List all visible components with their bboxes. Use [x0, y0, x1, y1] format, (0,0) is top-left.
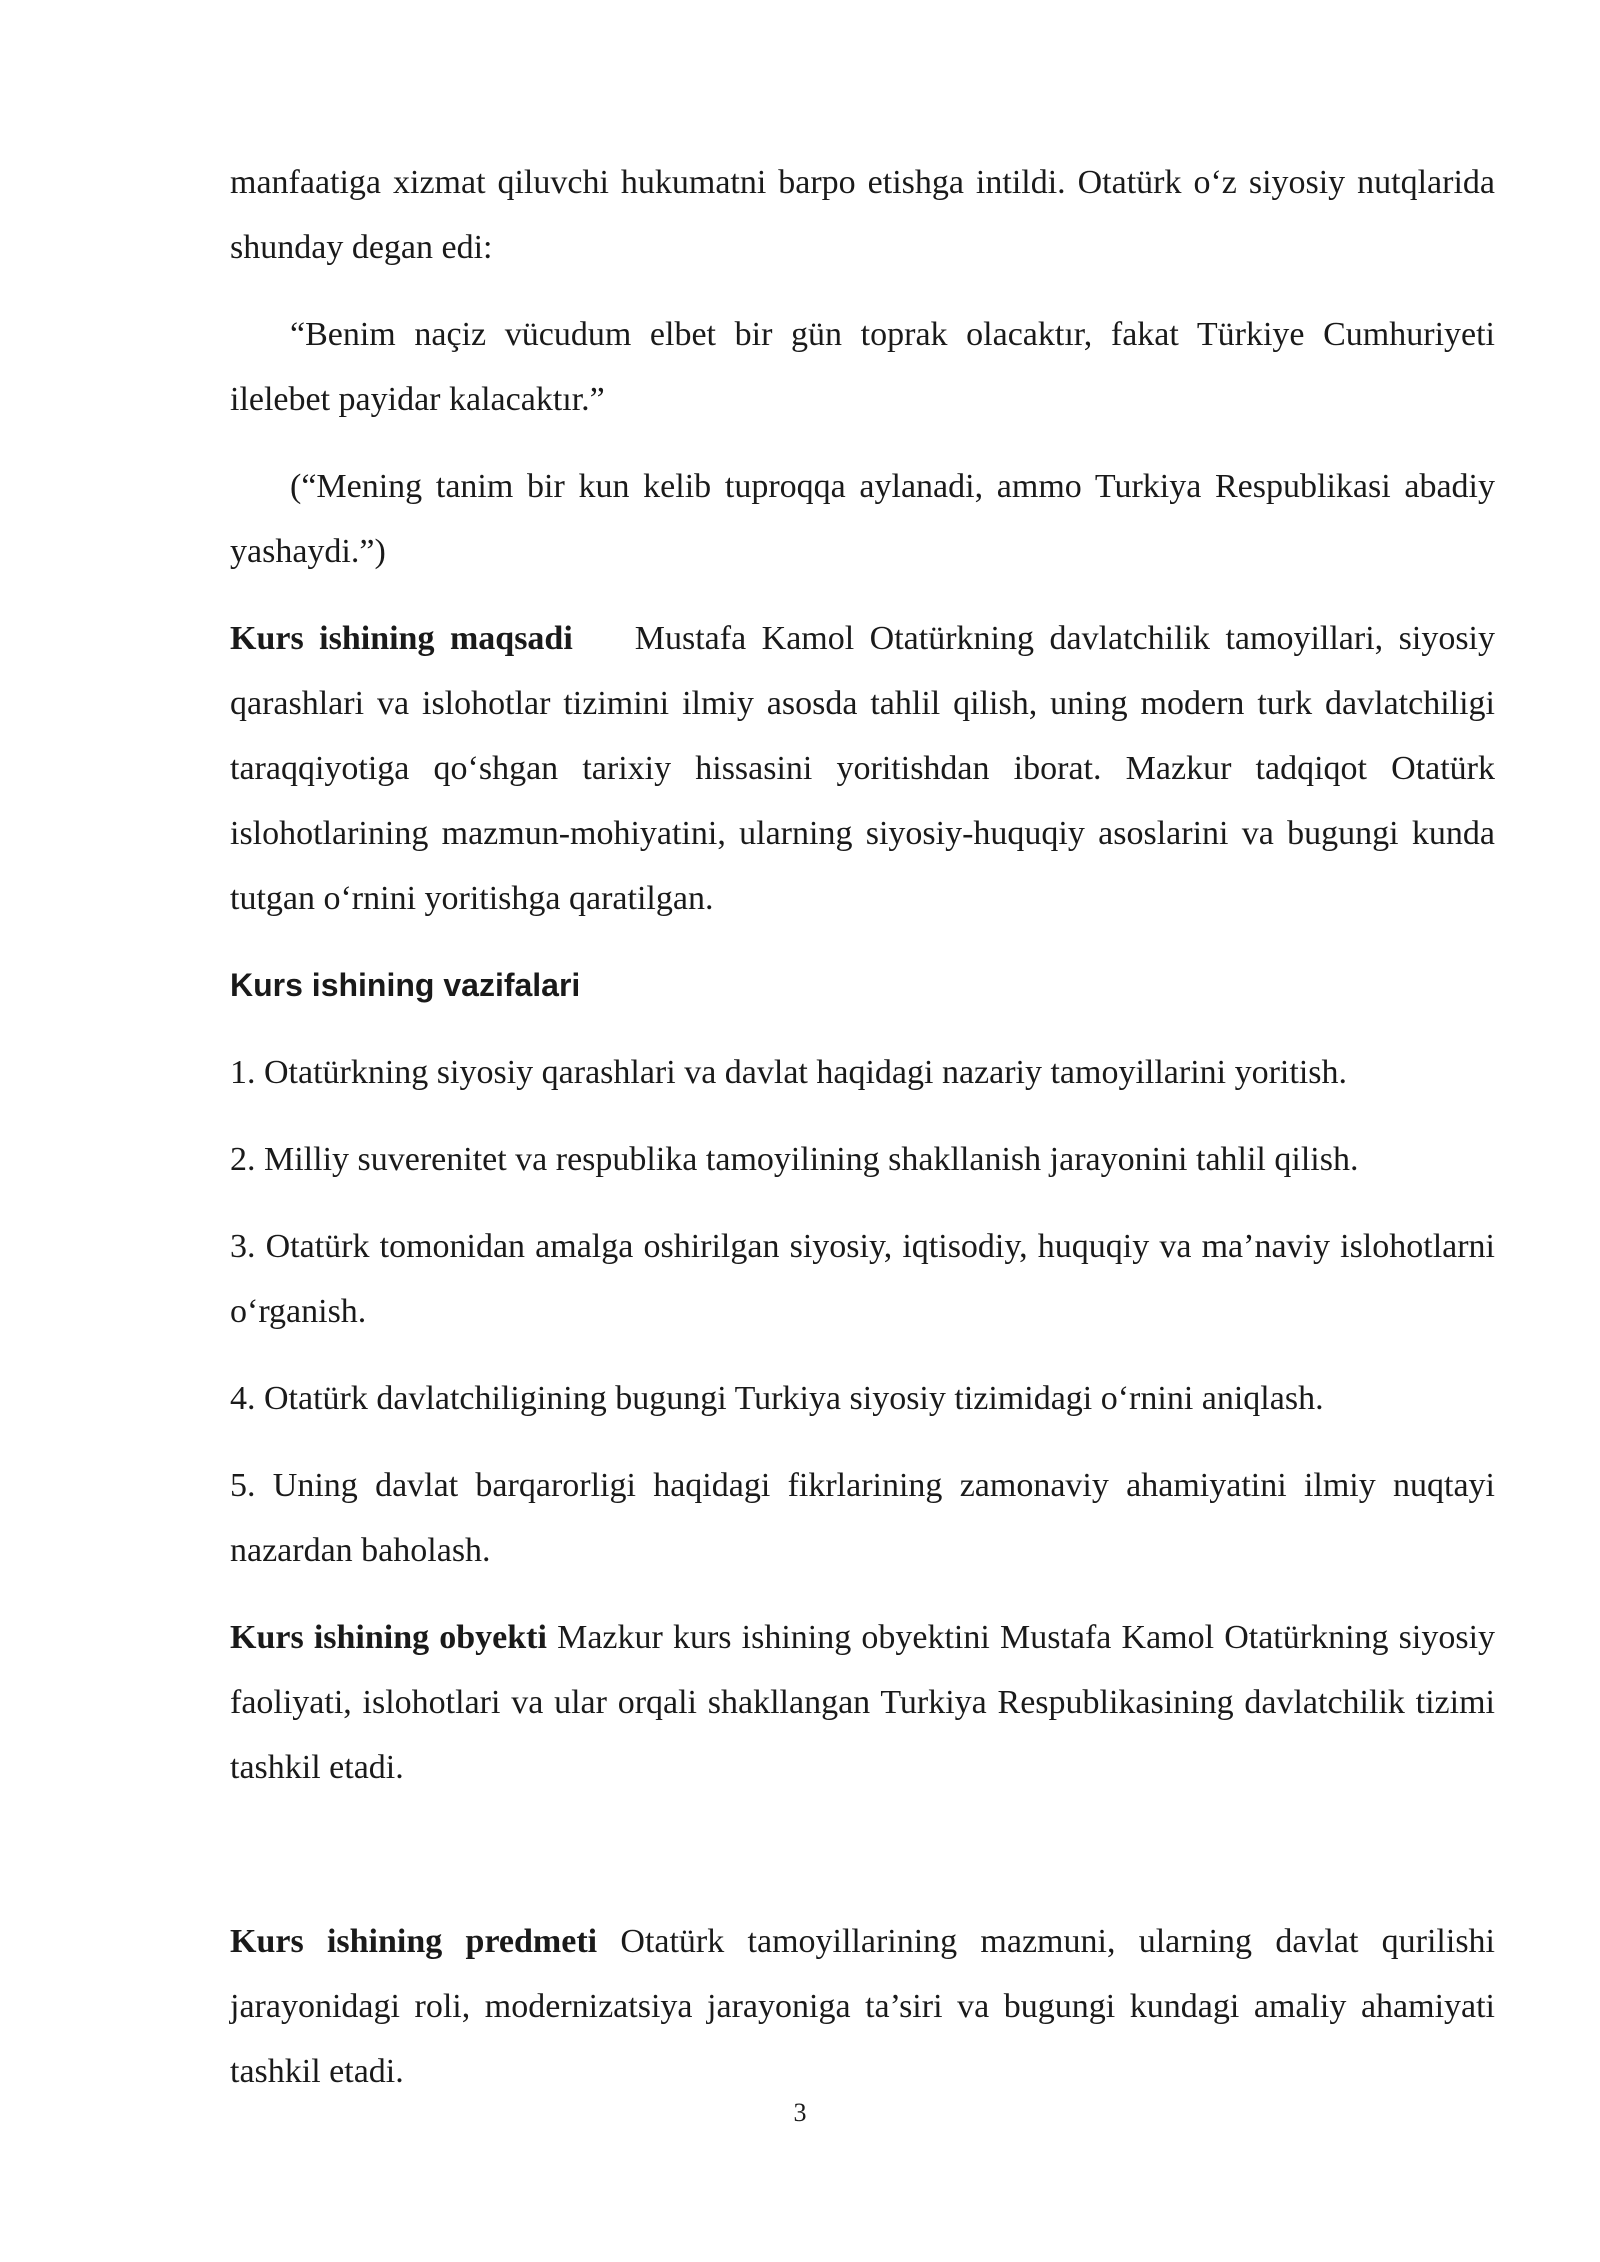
- blank-spacer: [230, 1822, 1495, 1909]
- maqsad-paragraph: [230, 606, 1495, 931]
- vazifa-item-3: 3. Otatürk tomonidan amalga oshirilgan siyosiy, iqtisodiy, huquqiy va ma’naviy islohotlarni o‘rganish.: [230, 1228, 1495, 1330]
- predmet-text: Otatürk tamoyillarining mazmuni, ularning davlat qurilishi jarayonidagi roli, modernizatsiya jarayoniga ta’siri va bugungi kundagi amaliy ahamiyati tashkil etadi.: [230, 1923, 1496, 2090]
- turkish-quote: “Benim naçiz vücudum elbet bir gün toprak olacaktır, fakat Türkiye Cumhuriyeti ilelebet payidar kalacaktır.”: [230, 316, 1495, 418]
- page-content: [230, 150, 1495, 2126]
- page-number: 3: [793, 2098, 807, 2127]
- predmet-label: Kurs ishining predmeti: [230, 1923, 598, 1960]
- vazifa-item-5: 5. Uning davlat barqarorligi haqidagi fikrlarining zamonaviy ahamiyatini ilmiy nuqtayi nazardan baholash.: [230, 1467, 1495, 1569]
- obyekt-text: Mazkur kurs ishining obyektini Mustafa Kamol Otatürkning siyosiy faoliyati, islohotlari va ular orqali shakllangan Turkiya Respublikasining davlatchilik tizimi tashkil etadi.: [230, 1619, 1496, 1786]
- maqsad-text: Mustafa Kamol Otatürkning davlatchilik tamoyillari, siyosiy qarashlari va islohotlar tizimini ilmiy asosda tahlil qilish, uning modern turk davlatchiligi taraqqiyotiga qo‘shgan tarixiy hissasini yoritishdan iborat. Mazkur tadqiqot Otatürk islohotlarining mazmun-mohiyatini, ularning siyosiy-huquqiy asoslarini va bugungi kunda tutgan o‘rnini yoritishga qaratilgan.: [230, 620, 1496, 917]
- obyekt-paragraph: [230, 1605, 1495, 1800]
- predmet-paragraph: [230, 1909, 1495, 2104]
- intro-paragraph: manfaatiga xizmat qiluvchi hukumatni barpo etishga intildi. Otatürk o‘z siyosiy nutqlarida shunday degan edi:: [230, 164, 1495, 266]
- vazifa-item-4: 4. Otatürk davlatchiligining bugungi Turkiya siyosiy tizimidagi o‘rnini aniqlash.: [230, 1380, 1324, 1417]
- uzbek-quote-translation: (“Mening tanim bir kun kelib tuproqqa aylanadi, ammo Turkiya Respublikasi abadiy yashaydi.”): [230, 468, 1495, 570]
- vazifa-item-1: 1. Otatürkning siyosiy qarashlari va davlat haqidagi nazariy tamoyillarini yoritish.: [230, 1054, 1348, 1091]
- maqsad-label: Kurs ishining maqsadi: [230, 620, 573, 657]
- obyekt-label: Kurs ishining obyekti: [230, 1619, 547, 1656]
- vazifa-item-2: 2. Milliy suverenitet va respublika tamoyilining shakllanish jarayonini tahlil qilish.: [230, 1141, 1359, 1178]
- vazifalar-heading: Kurs ishining vazifalari: [230, 967, 581, 1003]
